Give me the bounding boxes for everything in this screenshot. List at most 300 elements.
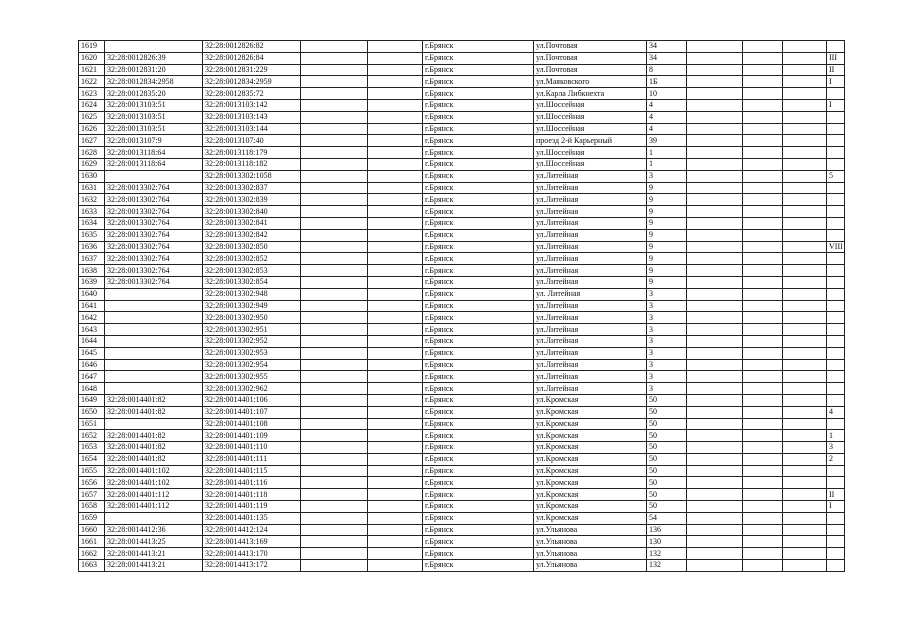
blank-col-e-cell — [783, 170, 827, 182]
row-number-cell: 1648 — [79, 383, 105, 395]
city-cell: г.Брянск — [423, 347, 534, 359]
house-number-cell: 3 — [647, 383, 687, 395]
cadastral-number-cell: 32:28:0013302:842 — [203, 229, 301, 241]
blank-col-a-cell — [301, 406, 368, 418]
city-cell: г.Брянск — [423, 477, 534, 489]
blank-col-e-cell — [783, 347, 827, 359]
blank-col-b-cell — [368, 442, 423, 454]
row-number-cell: 1620 — [79, 52, 105, 64]
table-row — [79, 442, 845, 454]
city-cell: г.Брянск — [423, 99, 534, 111]
city-cell: г.Брянск — [423, 442, 534, 454]
blank-col-b-cell — [368, 170, 423, 182]
street-cell: ул.Литейная — [534, 371, 647, 383]
blank-col-a-cell — [301, 111, 368, 123]
row-number-cell: 1640 — [79, 288, 105, 300]
document-page — [78, 40, 845, 572]
parcel-number-cell: 32:28:0013302:764 — [105, 276, 203, 288]
house-number-cell: 9 — [647, 229, 687, 241]
blank-col-d-cell — [743, 477, 783, 489]
blank-col-e-cell — [783, 300, 827, 312]
cadastral-number-cell: 32:28:0013302:840 — [203, 206, 301, 218]
table-row — [79, 123, 845, 135]
cadastral-number-cell: 32:28:0013302:950 — [203, 312, 301, 324]
blank-col-c-cell — [687, 489, 743, 501]
cadastral-number-cell: 32:28:0014401:135 — [203, 512, 301, 524]
parcel-number-cell: 32:28:0013302:764 — [105, 265, 203, 277]
unit-number-cell — [827, 217, 845, 229]
street-cell: ул.Кромская — [534, 453, 647, 465]
cadastral-number-cell: 32:28:0014401:115 — [203, 465, 301, 477]
parcel-number-cell — [105, 335, 203, 347]
blank-col-b-cell — [368, 111, 423, 123]
parcel-number-cell: 32:28:0014401:82 — [105, 406, 203, 418]
unit-number-cell — [827, 253, 845, 265]
unit-number-cell — [827, 276, 845, 288]
blank-col-d-cell — [743, 312, 783, 324]
blank-col-e-cell — [783, 88, 827, 100]
city-cell: г.Брянск — [423, 288, 534, 300]
parcel-number-cell: 32:28:0013302:764 — [105, 182, 203, 194]
city-cell: г.Брянск — [423, 217, 534, 229]
street-cell: ул.Кромская — [534, 406, 647, 418]
cadastral-number-cell: 32:28:0014401:109 — [203, 430, 301, 442]
unit-number-cell: I — [827, 76, 845, 88]
blank-col-a-cell — [301, 359, 368, 371]
city-cell: г.Брянск — [423, 123, 534, 135]
blank-col-b-cell — [368, 217, 423, 229]
street-cell: ул.Ульянова — [534, 536, 647, 548]
unit-number-cell — [827, 111, 845, 123]
row-number-cell: 1641 — [79, 300, 105, 312]
house-number-cell: 9 — [647, 241, 687, 253]
row-number-cell: 1652 — [79, 430, 105, 442]
blank-col-d-cell — [743, 371, 783, 383]
blank-col-d-cell — [743, 147, 783, 159]
street-cell: ул.Шоссейная — [534, 158, 647, 170]
blank-col-d-cell — [743, 170, 783, 182]
parcel-number-cell — [105, 312, 203, 324]
blank-col-b-cell — [368, 489, 423, 501]
table-body — [79, 41, 845, 572]
city-cell: г.Брянск — [423, 206, 534, 218]
street-cell: ул.Литейная — [534, 335, 647, 347]
cadastral-number-cell: 32:28:0013302:853 — [203, 265, 301, 277]
blank-col-d-cell — [743, 265, 783, 277]
unit-number-cell — [827, 158, 845, 170]
house-number-cell: 50 — [647, 430, 687, 442]
blank-col-b-cell — [368, 524, 423, 536]
street-cell: ул.Кромская — [534, 442, 647, 454]
parcel-number-cell — [105, 288, 203, 300]
unit-number-cell: 5 — [827, 170, 845, 182]
blank-col-c-cell — [687, 99, 743, 111]
blank-col-c-cell — [687, 52, 743, 64]
blank-col-e-cell — [783, 41, 827, 53]
row-number-cell: 1644 — [79, 335, 105, 347]
blank-col-c-cell — [687, 123, 743, 135]
unit-number-cell — [827, 182, 845, 194]
blank-col-c-cell — [687, 111, 743, 123]
blank-col-e-cell — [783, 548, 827, 560]
blank-col-c-cell — [687, 288, 743, 300]
blank-col-a-cell — [301, 41, 368, 53]
unit-number-cell — [827, 536, 845, 548]
parcel-number-cell: 32:28:0014401:82 — [105, 394, 203, 406]
city-cell: г.Брянск — [423, 194, 534, 206]
table-row — [79, 371, 845, 383]
city-cell: г.Брянск — [423, 312, 534, 324]
blank-col-d-cell — [743, 359, 783, 371]
table-row — [79, 99, 845, 111]
blank-col-a-cell — [301, 335, 368, 347]
table-row — [79, 512, 845, 524]
table-row — [79, 347, 845, 359]
blank-col-c-cell — [687, 359, 743, 371]
blank-col-e-cell — [783, 371, 827, 383]
blank-col-a-cell — [301, 383, 368, 395]
street-cell: ул. Литейная — [534, 288, 647, 300]
blank-col-a-cell — [301, 135, 368, 147]
unit-number-cell — [827, 312, 845, 324]
blank-col-a-cell — [301, 123, 368, 135]
table-row — [79, 41, 845, 53]
blank-col-b-cell — [368, 335, 423, 347]
blank-col-b-cell — [368, 135, 423, 147]
street-cell: ул.Шоссейная — [534, 123, 647, 135]
blank-col-c-cell — [687, 335, 743, 347]
blank-col-e-cell — [783, 229, 827, 241]
cadastral-number-cell: 32:28:0012826:82 — [203, 41, 301, 53]
table-row — [79, 418, 845, 430]
table-row — [79, 548, 845, 560]
blank-col-a-cell — [301, 489, 368, 501]
parcel-number-cell: 32:28:0014413:21 — [105, 548, 203, 560]
city-cell: г.Брянск — [423, 371, 534, 383]
blank-col-d-cell — [743, 465, 783, 477]
blank-col-c-cell — [687, 501, 743, 513]
blank-col-b-cell — [368, 359, 423, 371]
city-cell: г.Брянск — [423, 383, 534, 395]
blank-col-e-cell — [783, 418, 827, 430]
blank-col-a-cell — [301, 147, 368, 159]
house-number-cell: 9 — [647, 276, 687, 288]
blank-col-b-cell — [368, 300, 423, 312]
city-cell: г.Брянск — [423, 135, 534, 147]
cadastral-number-cell: 32:28:0013302:854 — [203, 276, 301, 288]
blank-col-a-cell — [301, 229, 368, 241]
blank-col-c-cell — [687, 253, 743, 265]
table-row — [79, 217, 845, 229]
blank-col-c-cell — [687, 418, 743, 430]
blank-col-a-cell — [301, 76, 368, 88]
blank-col-b-cell — [368, 64, 423, 76]
unit-number-cell — [827, 300, 845, 312]
blank-col-b-cell — [368, 99, 423, 111]
table-row — [79, 253, 845, 265]
blank-col-c-cell — [687, 206, 743, 218]
blank-col-a-cell — [301, 312, 368, 324]
city-cell: г.Брянск — [423, 394, 534, 406]
house-number-cell: 10 — [647, 88, 687, 100]
table-row — [79, 147, 845, 159]
street-cell: ул.Литейная — [534, 170, 647, 182]
blank-col-e-cell — [783, 335, 827, 347]
blank-col-d-cell — [743, 383, 783, 395]
city-cell: г.Брянск — [423, 64, 534, 76]
unit-number-cell: II — [827, 64, 845, 76]
city-cell: г.Брянск — [423, 324, 534, 336]
house-number-cell: 1 — [647, 158, 687, 170]
house-number-cell: 3 — [647, 347, 687, 359]
house-number-cell: 50 — [647, 465, 687, 477]
blank-col-c-cell — [687, 324, 743, 336]
blank-col-a-cell — [301, 64, 368, 76]
street-cell: ул.Литейная — [534, 383, 647, 395]
row-number-cell: 1637 — [79, 253, 105, 265]
unit-number-cell: 3 — [827, 442, 845, 454]
cadastral-number-cell: 32:28:0013302:962 — [203, 383, 301, 395]
table-row — [79, 265, 845, 277]
table-row — [79, 158, 845, 170]
city-cell: г.Брянск — [423, 465, 534, 477]
parcel-number-cell: 32:28:0013302:764 — [105, 206, 203, 218]
house-number-cell: 3 — [647, 300, 687, 312]
city-cell: г.Брянск — [423, 300, 534, 312]
row-number-cell: 1635 — [79, 229, 105, 241]
blank-col-e-cell — [783, 489, 827, 501]
street-cell: ул.Кромская — [534, 512, 647, 524]
blank-col-b-cell — [368, 52, 423, 64]
house-number-cell: 9 — [647, 194, 687, 206]
parcel-number-cell: 32:28:0013302:764 — [105, 229, 203, 241]
blank-col-e-cell — [783, 135, 827, 147]
cadastral-number-cell: 32:28:0014401:119 — [203, 501, 301, 513]
blank-col-c-cell — [687, 276, 743, 288]
city-cell: г.Брянск — [423, 76, 534, 88]
blank-col-d-cell — [743, 253, 783, 265]
blank-col-e-cell — [783, 276, 827, 288]
city-cell: г.Брянск — [423, 170, 534, 182]
street-cell: ул.Почтовая — [534, 52, 647, 64]
blank-col-c-cell — [687, 383, 743, 395]
street-cell: ул.Литейная — [534, 182, 647, 194]
blank-col-a-cell — [301, 512, 368, 524]
table-row — [79, 241, 845, 253]
house-number-cell: 50 — [647, 501, 687, 513]
blank-col-e-cell — [783, 560, 827, 572]
parcel-number-cell: 32:28:0012835:20 — [105, 88, 203, 100]
row-number-cell: 1656 — [79, 477, 105, 489]
blank-col-e-cell — [783, 501, 827, 513]
blank-col-a-cell — [301, 170, 368, 182]
blank-col-d-cell — [743, 182, 783, 194]
table-row — [79, 52, 845, 64]
blank-col-d-cell — [743, 217, 783, 229]
cadastral-number-cell: 32:28:0013302:852 — [203, 253, 301, 265]
house-number-cell: 4 — [647, 123, 687, 135]
street-cell: ул.Шоссейная — [534, 147, 647, 159]
house-number-cell: 132 — [647, 548, 687, 560]
parcel-number-cell — [105, 359, 203, 371]
cadastral-number-cell: 32:28:0013302:955 — [203, 371, 301, 383]
house-number-cell: 1Б — [647, 76, 687, 88]
blank-col-b-cell — [368, 158, 423, 170]
table-row — [79, 453, 845, 465]
unit-number-cell — [827, 383, 845, 395]
street-cell: ул.Шоссейная — [534, 111, 647, 123]
house-number-cell: 136 — [647, 524, 687, 536]
blank-col-e-cell — [783, 524, 827, 536]
blank-col-e-cell — [783, 265, 827, 277]
blank-col-c-cell — [687, 135, 743, 147]
blank-col-d-cell — [743, 123, 783, 135]
unit-number-cell — [827, 394, 845, 406]
house-number-cell: 50 — [647, 489, 687, 501]
house-number-cell: 130 — [647, 536, 687, 548]
blank-col-e-cell — [783, 477, 827, 489]
parcel-number-cell — [105, 512, 203, 524]
blank-col-a-cell — [301, 477, 368, 489]
blank-col-c-cell — [687, 147, 743, 159]
blank-col-a-cell — [301, 265, 368, 277]
blank-col-a-cell — [301, 300, 368, 312]
city-cell: г.Брянск — [423, 147, 534, 159]
city-cell: г.Брянск — [423, 548, 534, 560]
cadastral-number-cell: 32:28:0013107:40 — [203, 135, 301, 147]
blank-col-d-cell — [743, 206, 783, 218]
blank-col-d-cell — [743, 418, 783, 430]
blank-col-b-cell — [368, 123, 423, 135]
house-number-cell: 34 — [647, 41, 687, 53]
blank-col-b-cell — [368, 347, 423, 359]
table-row — [79, 536, 845, 548]
table-row — [79, 359, 845, 371]
street-cell: ул.Литейная — [534, 241, 647, 253]
row-number-cell: 1622 — [79, 76, 105, 88]
parcel-number-cell — [105, 418, 203, 430]
blank-col-c-cell — [687, 371, 743, 383]
blank-col-e-cell — [783, 512, 827, 524]
city-cell: г.Брянск — [423, 453, 534, 465]
blank-col-d-cell — [743, 430, 783, 442]
cadastral-number-cell: 32:28:0012826:84 — [203, 52, 301, 64]
blank-col-a-cell — [301, 536, 368, 548]
row-number-cell: 1654 — [79, 453, 105, 465]
parcel-number-cell: 32:28:0012831:20 — [105, 64, 203, 76]
parcel-number-cell: 32:28:0014401:102 — [105, 465, 203, 477]
blank-col-a-cell — [301, 347, 368, 359]
blank-col-b-cell — [368, 406, 423, 418]
row-number-cell: 1646 — [79, 359, 105, 371]
blank-col-a-cell — [301, 560, 368, 572]
blank-col-d-cell — [743, 241, 783, 253]
blank-col-b-cell — [368, 147, 423, 159]
row-number-cell: 1660 — [79, 524, 105, 536]
street-cell: ул.Кромская — [534, 465, 647, 477]
parcel-number-cell: 32:28:0014401:82 — [105, 442, 203, 454]
parcel-number-cell: 32:28:0014412:36 — [105, 524, 203, 536]
blank-col-d-cell — [743, 76, 783, 88]
blank-col-b-cell — [368, 288, 423, 300]
cadastral-number-cell: 32:28:0013302:952 — [203, 335, 301, 347]
blank-col-c-cell — [687, 560, 743, 572]
table-row — [79, 88, 845, 100]
cadastral-number-cell: 32:28:0012835:72 — [203, 88, 301, 100]
city-cell: г.Брянск — [423, 88, 534, 100]
blank-col-c-cell — [687, 548, 743, 560]
parcel-number-cell: 32:28:0014413:25 — [105, 536, 203, 548]
row-number-cell: 1662 — [79, 548, 105, 560]
city-cell: г.Брянск — [423, 512, 534, 524]
city-cell: г.Брянск — [423, 158, 534, 170]
row-number-cell: 1663 — [79, 560, 105, 572]
parcel-number-cell: 32:28:0014401:112 — [105, 489, 203, 501]
blank-col-b-cell — [368, 194, 423, 206]
blank-col-d-cell — [743, 524, 783, 536]
city-cell: г.Брянск — [423, 560, 534, 572]
row-number-cell: 1621 — [79, 64, 105, 76]
blank-col-a-cell — [301, 394, 368, 406]
city-cell: г.Брянск — [423, 52, 534, 64]
street-cell: ул.Кромская — [534, 477, 647, 489]
street-cell: ул.Кромская — [534, 430, 647, 442]
blank-col-b-cell — [368, 229, 423, 241]
blank-col-e-cell — [783, 465, 827, 477]
house-number-cell: 9 — [647, 265, 687, 277]
unit-number-cell — [827, 88, 845, 100]
table-row — [79, 489, 845, 501]
unit-number-cell — [827, 194, 845, 206]
street-cell: ул.Шоссейная — [534, 99, 647, 111]
row-number-cell: 1657 — [79, 489, 105, 501]
table-row — [79, 64, 845, 76]
street-cell: ул.Почтовая — [534, 41, 647, 53]
blank-col-e-cell — [783, 394, 827, 406]
blank-col-d-cell — [743, 64, 783, 76]
city-cell: г.Брянск — [423, 489, 534, 501]
row-number-cell: 1636 — [79, 241, 105, 253]
street-cell: ул.Литейная — [534, 347, 647, 359]
city-cell: г.Брянск — [423, 418, 534, 430]
street-cell: ул.Литейная — [534, 265, 647, 277]
unit-number-cell: 1 — [827, 430, 845, 442]
parcel-number-cell: 32:28:0013103:51 — [105, 111, 203, 123]
blank-col-d-cell — [743, 442, 783, 454]
row-number-cell: 1629 — [79, 158, 105, 170]
blank-col-d-cell — [743, 41, 783, 53]
blank-col-d-cell — [743, 288, 783, 300]
parcel-number-cell: 32:28:0013107:9 — [105, 135, 203, 147]
street-cell: ул.Литейная — [534, 229, 647, 241]
row-number-cell: 1645 — [79, 347, 105, 359]
blank-col-d-cell — [743, 194, 783, 206]
blank-col-e-cell — [783, 430, 827, 442]
house-number-cell: 4 — [647, 99, 687, 111]
house-number-cell: 132 — [647, 560, 687, 572]
blank-col-b-cell — [368, 312, 423, 324]
street-cell: ул.Кромская — [534, 489, 647, 501]
house-number-cell: 9 — [647, 182, 687, 194]
table-row — [79, 312, 845, 324]
blank-col-c-cell — [687, 406, 743, 418]
unit-number-cell — [827, 135, 845, 147]
blank-col-d-cell — [743, 501, 783, 513]
parcel-number-cell: 32:28:0014401:82 — [105, 453, 203, 465]
row-number-cell: 1633 — [79, 206, 105, 218]
cadastral-number-cell: 32:28:0014413:169 — [203, 536, 301, 548]
house-number-cell: 50 — [647, 418, 687, 430]
